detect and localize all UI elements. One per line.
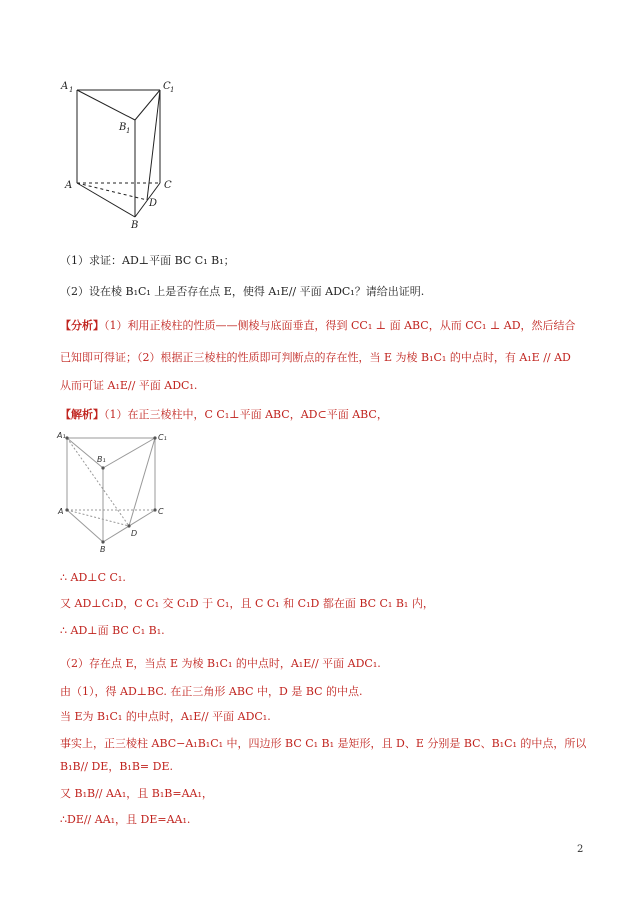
question-1: （1）求证：AD⊥平面 BC C₁ B₁； bbox=[60, 254, 235, 267]
label-A1-2: A₁ bbox=[57, 431, 66, 440]
page-number: 2 bbox=[577, 844, 584, 855]
solution-step-7: 事实上，正三棱柱 ABC−A₁B₁C₁ 中，四边形 BC C₁ B₁ 是矩形，且 D、E 分别是 BC、B₁C₁ 的中点，所以 bbox=[60, 737, 587, 750]
prism-figure-1 bbox=[55, 75, 195, 235]
solution-step-1: ∴ AD⊥C C₁. bbox=[60, 571, 126, 584]
analysis-tag: 【分析】 bbox=[60, 319, 104, 332]
svg-text:1: 1 bbox=[170, 86, 175, 94]
question-2: （2）设在棱 B₁C₁ 上是否存在点 E，使得 A₁E// 平面 ADC₁？请给出证明. bbox=[60, 285, 425, 298]
svg-text:1: 1 bbox=[126, 127, 131, 135]
analysis-line-1: 【分析】（1）利用正棱柱的性质——侧棱与底面垂直，得到 CC₁ ⊥ 面 ABC，从而 CC₁ ⊥ AD，然后结合 bbox=[60, 319, 576, 332]
solution-step-8: B₁B// DE，B₁B= DE. bbox=[60, 760, 173, 773]
solution-step-10: ∴DE// AA₁，且 DE=AA₁. bbox=[60, 813, 191, 826]
solution-step-5: 由（1），得 AD⊥BC. 在正三角形 ABC 中，D 是 BC 的中点. bbox=[60, 685, 363, 698]
solution-step-2: 又 AD⊥C₁D，C C₁ 交 C₁D 于 C₁，且 C C₁ 和 C₁D 都在面 BC C₁ B₁ 内， bbox=[60, 597, 434, 610]
label-B-2: B bbox=[100, 545, 106, 554]
label-B1: B bbox=[119, 122, 127, 133]
label-C-2: C bbox=[158, 507, 164, 516]
label-B: B bbox=[131, 220, 139, 231]
label-C1: C bbox=[163, 81, 171, 92]
label-A1: A bbox=[61, 81, 69, 92]
label-B1-2: B₁ bbox=[97, 455, 106, 464]
solution-line-1: 【解析】（1）在正三棱柱中，C C₁⊥平面 ABC，AD⊂平面 ABC， bbox=[60, 408, 388, 421]
solution-step-3: ∴ AD⊥面 BC C₁ B₁. bbox=[60, 624, 165, 637]
analysis-line-3: 从而可证 A₁E// 平面 ADC₁. bbox=[60, 379, 198, 392]
label-C: C bbox=[164, 180, 172, 191]
label-D-2: D bbox=[131, 529, 138, 538]
svg-text:1: 1 bbox=[69, 86, 74, 94]
solution-step-4: （2）存在点 E，当点 E 为棱 B₁C₁ 的中点时，A₁E// 平面 ADC₁. bbox=[60, 657, 381, 670]
label-C1-2: C₁ bbox=[158, 433, 167, 442]
prism-figure-2 bbox=[55, 430, 175, 555]
label-D: D bbox=[149, 198, 158, 209]
analysis-line-2: 已知即可得证；（2）根据正三棱柱的性质即可判断点的存在性，当 E 为棱 B₁C₁ 的中点时，有 A₁E // AD bbox=[60, 351, 571, 364]
solution-tag: 【解析】 bbox=[60, 408, 104, 421]
solution-step-6: 当 E为 B₁C₁ 的中点时，A₁E// 平面 ADC₁. bbox=[60, 710, 271, 723]
solution-step-9: 又 B₁B// AA₁，且 B₁B=AA₁， bbox=[60, 787, 213, 800]
label-A-2: A bbox=[58, 507, 64, 516]
label-A: A bbox=[65, 180, 73, 191]
